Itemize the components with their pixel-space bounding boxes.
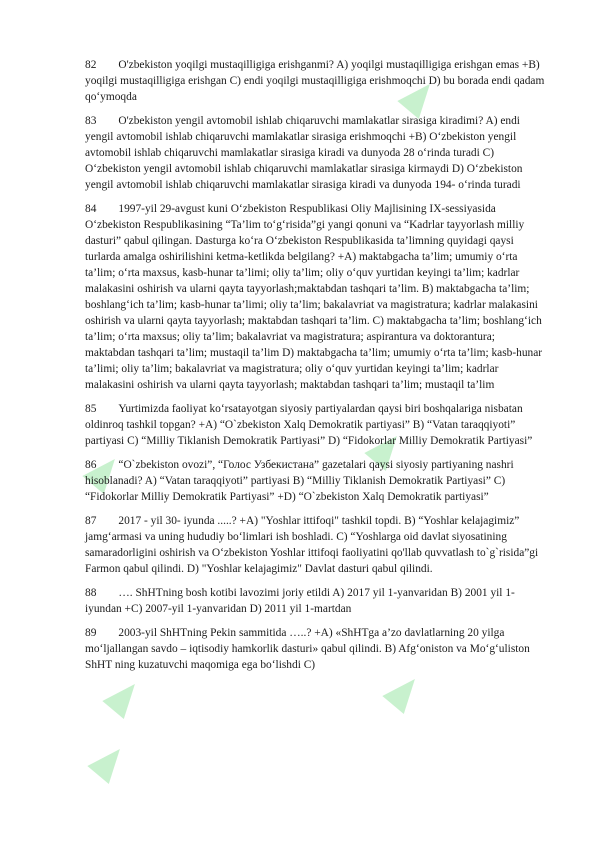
question-83	[85, 113, 545, 193]
question-text: 1997-yil 29-avgust kuni O‘zbekiston Respublikasi Oliy Majlisining IX-sessiyasida O‘zbekiston Respublikasining “Ta’lim to‘g‘risida”gi yangi qonuni va “Kadrlar tayyorlash milliy dasturi” qabul qilingan. Dasturga ko‘ra O‘zbekiston Respublikasida ta’limning quyidagi qaysi turlarda amalga oshirilishini ketma-ketlikda belgilang? +A) maktabgacha ta’lim; umumiy o‘rta ta’lim; o‘rta maxsus, kasb-hunar ta’limi; oliy ta’lim; oliy o‘quv yurtidan keyingi ta’lim; kadrlar malakasini oshirish va ularni qayta tayyorlash;maktabdan tashqari ta’lim. B) maktabgacha ta’lim; boshlang‘ich ta’lim; kasb-hunar ta’limi; oliy ta’lim; bakalavriat va magistratura; kadrlar malakasini oshirish va ularni qayta tayyorlash; maktabdan tashqari ta’lim. C) maktabgacha ta’lim; boshlang‘ich ta’lim; o‘rta maxsus; oliy ta’lim; bakalavriat va magistratura; aspirantura va doktorantura; maktabdan tashqari ta’lim; mustaqil ta’lim D) maktabgacha ta’lim; umumiy o‘rta ta’lim; kasb-hunar ta’limi; oliy ta’lim; bakalavriat va magistratura; oliy o‘quv yurtidan keyingi ta’lim; kadrlar malakasini oshirish va ularni qayta tayyorlash; maktabdan tashqari ta’lim; mustaqil ta’lim	[85, 203, 543, 391]
question-text: “O`zbekiston ovozi”, “Голос Узбекистана” gazetalari qaysi siyosiy partiyaning nashri hisoblanadi? A) “Vatan taraqqiyoti” partiyasi B) “Milliy Tiklanish Demokratik Partiyasi” C) “Fidokorlar Milliy Demokratik Partiyasi” +D) “O`zbekiston Xalq Demokratik partiyasi”	[85, 459, 514, 503]
question-text: …. ShHTning bosh kotibi lavozimi joriy etildi A) 2017 yil 1-yanvaridan B) 2001 yil 1-iyundan +C) 2007-yil 1-yanvaridan D) 2011 yil 1-martdan	[85, 587, 515, 615]
question-text: 2017 - yil 30- iyunda .....? +A) "Yoshlar ittifoqi" tashkil topdi. B) “Yoshlar kelajagimiz” jamg‘armasi va uning hududiy bo‘limlari ish boshladi. C) “Yoshlarga oid davlat siyosatining samaradorligini oshirish va O‘zbekiston Yoshlar ittifoqi faoliyatini qo'llab quvvatlash to`g`risida”gi Farmon qabul qilindi. D) "Yoshlar kelajagimiz" Davlat dasturi qabul qilindi.	[85, 515, 539, 575]
question-number: 83	[85, 115, 97, 127]
question-number: 89	[85, 627, 97, 639]
watermark-arrow-icon	[102, 675, 145, 719]
question-88	[85, 585, 545, 617]
question-89	[85, 625, 545, 673]
question-number: 85	[85, 403, 97, 415]
question-number: 82	[85, 59, 97, 71]
question-number: 86	[85, 459, 97, 471]
question-85	[85, 401, 545, 449]
question-86	[85, 457, 545, 505]
question-text: Yurtimizda faoliyat ko‘rsatayotgan siyosiy partiyalardan qaysi biri boshqalariga nisbatan oldinroq tashkil topgan? +A) “O`zbekiston Xalq Demokratik partiyasi” B) “Vatan taraqqiyoti” partiyasi C) “Milliy Tiklanish Demokratik Partiyasi” D) “Fidokorlar Milliy Demokratik Partiyasi”	[85, 403, 533, 447]
question-84	[85, 201, 545, 393]
question-number: 88	[85, 587, 97, 599]
question-number: 87	[85, 515, 97, 527]
question-text: O'zbekiston yengil avtomobil ishlab chiqaruvchi mamlakatlar sirasiga kiradimi? A) endi yengil avtomobil ishlab chiqaruvchi mamlakatlar sirasiga erishmoqchi +B) O‘zbekiston yengil avtomobil ishlab chiqaruvchi mamlakatlar sirasiga kiradi va dunyoda 28 o‘rinda turadi C) O‘zbekiston yengil avtomobil ishlab chiqaruvchi mamlakatlar sirasiga kirmaydi D) O‘zbekiston yengil avtomobil ishlab chiqaruvchi mamlakatlar sirasiga kiradi va dunyoda 194- o‘rinda turadi	[85, 115, 523, 191]
watermark-arrow-icon	[87, 740, 130, 784]
question-text: 2003-yil ShHTning Pekin sammitida …..? +A) «ShHTga a’zo davlatlarning 20 yilga mo‘ljallangan savdo – iqtisodiy hamkorlik dasturi» qabul qilindi. B) Afg‘oniston va Mo‘g‘uliston ShHT ning kuzatuvchi maqomiga ega bo‘lishdi C)	[85, 627, 530, 671]
question-82	[85, 57, 545, 105]
question-list	[85, 57, 545, 681]
question-87	[85, 513, 545, 577]
question-text: O'zbekiston yoqilgi mustaqilligiga erishganmi? A) yoqilgi mustaqilligiga erishgan emas +B) yoqilgi mustaqilligiga erishgan C) endi yoqilgi mustaqilligiga erishmoqchi D) bu borada endi qadam qo‘ymoqda	[85, 59, 545, 103]
question-number: 84	[85, 203, 97, 215]
